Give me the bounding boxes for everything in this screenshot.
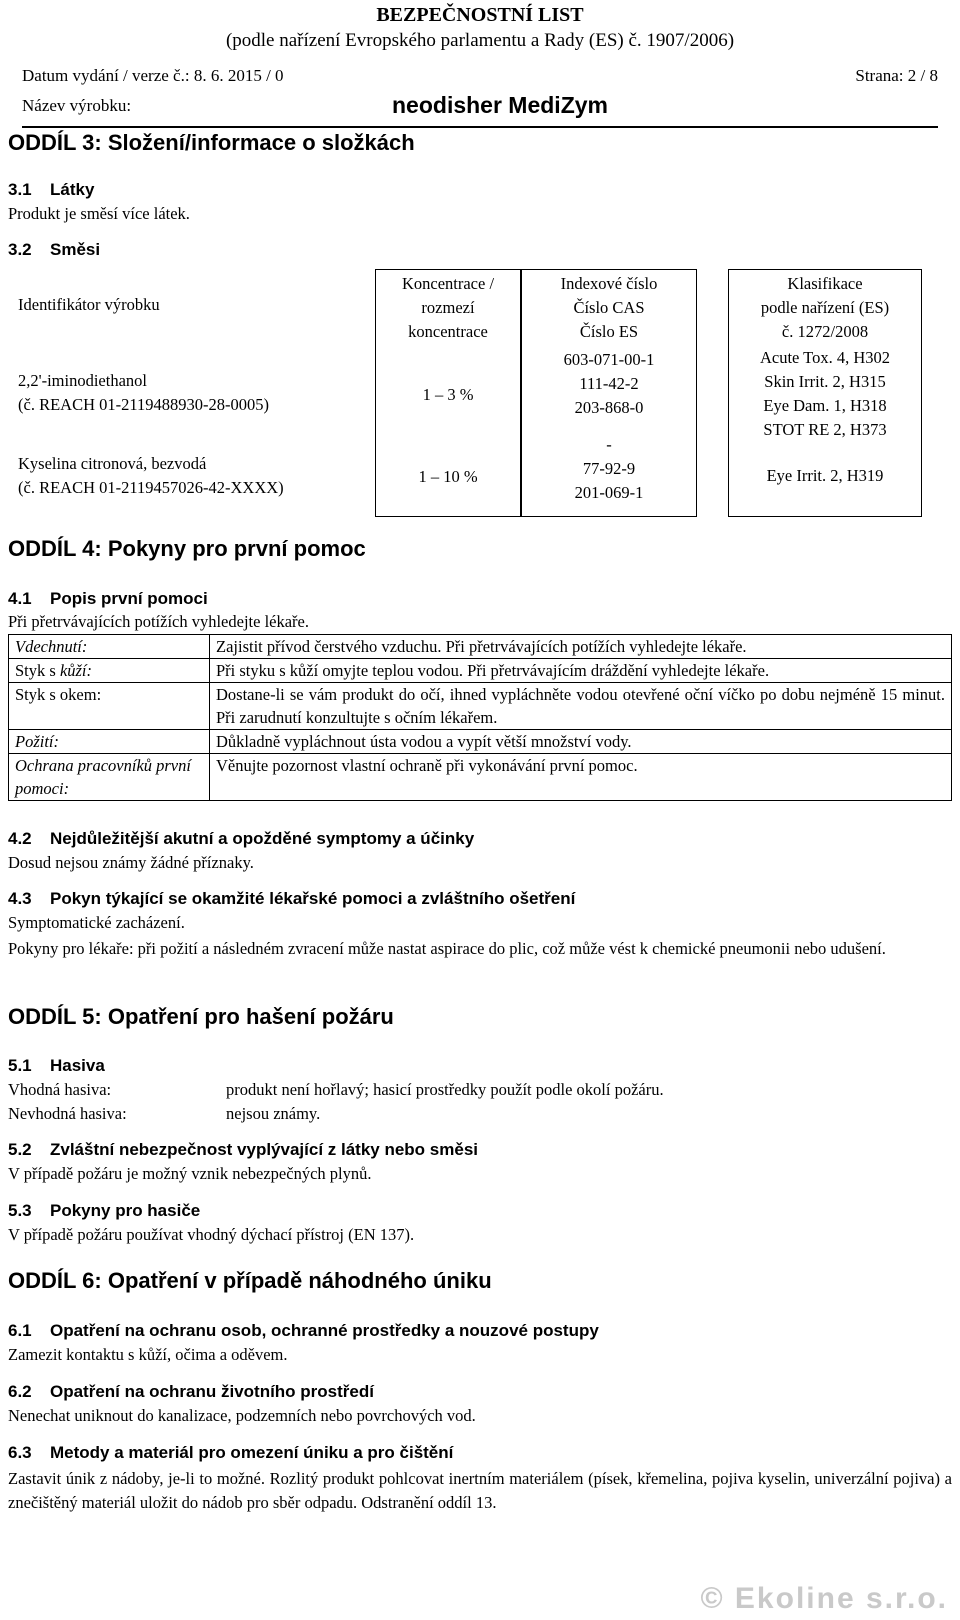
concentration-column xyxy=(375,269,521,517)
first-aid-text: Důkladně vypláchnout ústa vodou a vypít větší množství vody. xyxy=(210,730,952,754)
suitable-value: produkt není hořlavý; hasicí prostředky použít podle okolí požáru. xyxy=(226,1080,664,1099)
subsection-4-2-title: 4.2 Nejdůležitější akutní a opožděné symptomy a účinky xyxy=(8,829,475,848)
header-product-row xyxy=(22,92,938,128)
first-aid-text: Zajistit přívod čerstvého vzduchu. Při přetrvávajících potížích vyhledejte lékaře. xyxy=(210,635,952,659)
subsection-6-3-title: 6.3 Metody a materiál pro omezení úniku a pro čištění xyxy=(8,1443,454,1462)
subsection-4-3-text-2: Pokyny pro lékaře: při požití a následném zvracení může nastat aspirace do plic, což může vést k chemické pneumonii nebo udušení. xyxy=(8,939,886,958)
first-aid-text: Věnujte pozornost vlastní ochraně při vykonávání první pomoc. xyxy=(210,754,952,801)
section-5-title: ODDÍL 5: Opatření pro hašení požáru xyxy=(8,1004,394,1029)
subsection-4-3-text-1: Symptomatické zacházení. xyxy=(8,913,185,932)
page-number: Strana: 2 / 8 xyxy=(855,66,938,85)
first-aid-row-skin xyxy=(9,659,952,683)
subsection-5-1-title: 5.1 Hasiva xyxy=(8,1056,105,1075)
section-3-title: ODDÍL 3: Složení/informace o složkách xyxy=(8,130,415,155)
document-subtitle: (podle nařízení Evropského parlamentu a Rady (ES) č. 1907/2006) xyxy=(225,30,735,51)
suitable-extinguishers xyxy=(8,1080,664,1100)
subsection-5-3-text: V případě požáru používat vhodný dýchací přístroj (EN 137). xyxy=(8,1225,415,1244)
product-name: neodisher MediZym xyxy=(392,92,608,118)
classification-column xyxy=(728,269,922,517)
header-numbers: Indexové číslo Číslo CAS Číslo ES xyxy=(560,274,658,341)
subsection-6-1-title: 6.1 Opatření na ochranu osob, ochranné prostředky a nouzové postupy xyxy=(8,1321,599,1340)
first-aid-label: Styk s okem: xyxy=(9,683,210,730)
unsuitable-extinguishers xyxy=(8,1104,320,1124)
row2-name: Kyselina citronová, bezvodá (č. REACH 01-2119457026-42-XXXX) xyxy=(18,454,284,497)
first-aid-label: Požití: xyxy=(9,730,210,754)
subsection-6-1-text: Zamezit kontaktu s kůží, očima a oděvem. xyxy=(8,1345,288,1364)
composition-table xyxy=(8,269,952,517)
subsection-5-2-text: V případě požáru je možný vznik nebezpečných plynů. xyxy=(8,1164,372,1183)
date-version: Datum vydání / verze č.: 8. 6. 2015 / 0 xyxy=(22,66,284,85)
subsection-5-3-title: 5.3 Pokyny pro hasiče xyxy=(8,1201,201,1220)
subsection-4-1-title: 4.1 Popis první pomoci xyxy=(8,589,208,608)
subsection-6-2-title: 6.2 Opatření na ochranu životního prostředí xyxy=(8,1382,374,1401)
section-4-title: ODDÍL 4: Pokyny pro první pomoc xyxy=(8,536,366,561)
subsection-3-1-text: Produkt je směsí více látek. xyxy=(8,204,190,223)
subsection-4-3-title: 4.3 Pokyn týkající se okamžité lékařské pomoci a zvláštního ošetření xyxy=(8,889,576,908)
first-aid-label: Vdechnutí: xyxy=(9,635,210,659)
subsection-3-2-title: 3.2 Směsi xyxy=(8,240,101,259)
product-label: Název výrobku: xyxy=(22,96,132,115)
row2-concentration: 1 – 10 % xyxy=(418,467,478,486)
subsection-3-1-title: 3.1 Látky xyxy=(8,180,95,199)
subsection-6-3-text: Zastavit únik z nádoby, je-li to možné. Rozlitý produkt pohlcovat inertním materiálem (písek, křemelina, pojiva kyselin, univerzální pojiva) a znečištěný materiál uložit do nádob pro sběr odpadu. Odstranění oddíl 13. xyxy=(8,1469,952,1512)
row1-classification: Acute Tox. 4, H302 Skin Irrit. 2, H315 Eye Dam. 1, H318 STOT RE 2, H373 xyxy=(759,348,891,439)
first-aid-row-eyes xyxy=(9,683,952,730)
subsection-5-2-title: 5.2 Zvláštní nebezpečnost vyplývající z látky nebo směsi xyxy=(8,1140,478,1159)
unsuitable-value: nejsou známy. xyxy=(226,1104,321,1123)
header-identifier: Identifikátor výrobku xyxy=(18,295,160,314)
header-meta-row xyxy=(22,66,938,86)
row1-concentration: 1 – 3 % xyxy=(422,385,474,404)
subsection-6-2-text: Nenechat uniknout do kanalizace, podzemních nebo povrchových vod. xyxy=(8,1406,476,1425)
row2-numbers: - 77-92-9 201-069-1 xyxy=(574,435,644,502)
first-aid-row-ingestion xyxy=(9,730,952,754)
first-aid-text: Při styku s kůží omyjte teplou vodou. Při přetrvávajícím dráždění vyhledejte lékaře. xyxy=(210,659,952,683)
first-aid-row-inhalation xyxy=(9,635,952,659)
first-aid-label: Ochrana pracovníků první pomoci: xyxy=(9,754,210,801)
first-aid-table xyxy=(8,634,952,801)
first-aid-label: Styk s kůží: xyxy=(9,659,210,683)
row1-name: 2,2'-iminodiethanol (č. REACH 01-2119488930-28-0005) xyxy=(18,371,269,414)
row2-classification: Eye Irrit. 2, H319 xyxy=(766,466,884,485)
ekoline-logo: © Ekoline s.r.o. xyxy=(700,1582,948,1615)
first-aid-row-protection xyxy=(9,754,952,801)
document-title: BEZPEČNOSTNÍ LIST xyxy=(376,4,584,26)
header-classification: Klasifikace podle nařízení (ES) č. 1272/2008 xyxy=(760,274,890,341)
subsection-4-2-text: Dosud nejsou známy žádné příznaky. xyxy=(8,853,254,872)
section-6-title: ODDÍL 6: Opatření v případě náhodného úniku xyxy=(8,1268,492,1293)
suitable-label: Vhodná hasiva: xyxy=(8,1080,112,1099)
first-aid-text: Dostane-li se vám produkt do očí, ihned vypláchněte vodou otevřené oční víčko po dobu nejméně 15 minut. Při zarudnutí konzultujte s očním lékařem. xyxy=(210,683,952,730)
subsection-4-1-text: Při přetrvávajících potížích vyhledejte lékaře. xyxy=(8,612,309,631)
unsuitable-label: Nevhodná hasiva: xyxy=(8,1104,127,1123)
row1-numbers: 603-071-00-1 111-42-2 203-868-0 xyxy=(563,350,655,417)
numbers-column xyxy=(521,269,697,517)
header-concentration: Koncentrace / rozmezí koncentrace xyxy=(401,274,495,341)
